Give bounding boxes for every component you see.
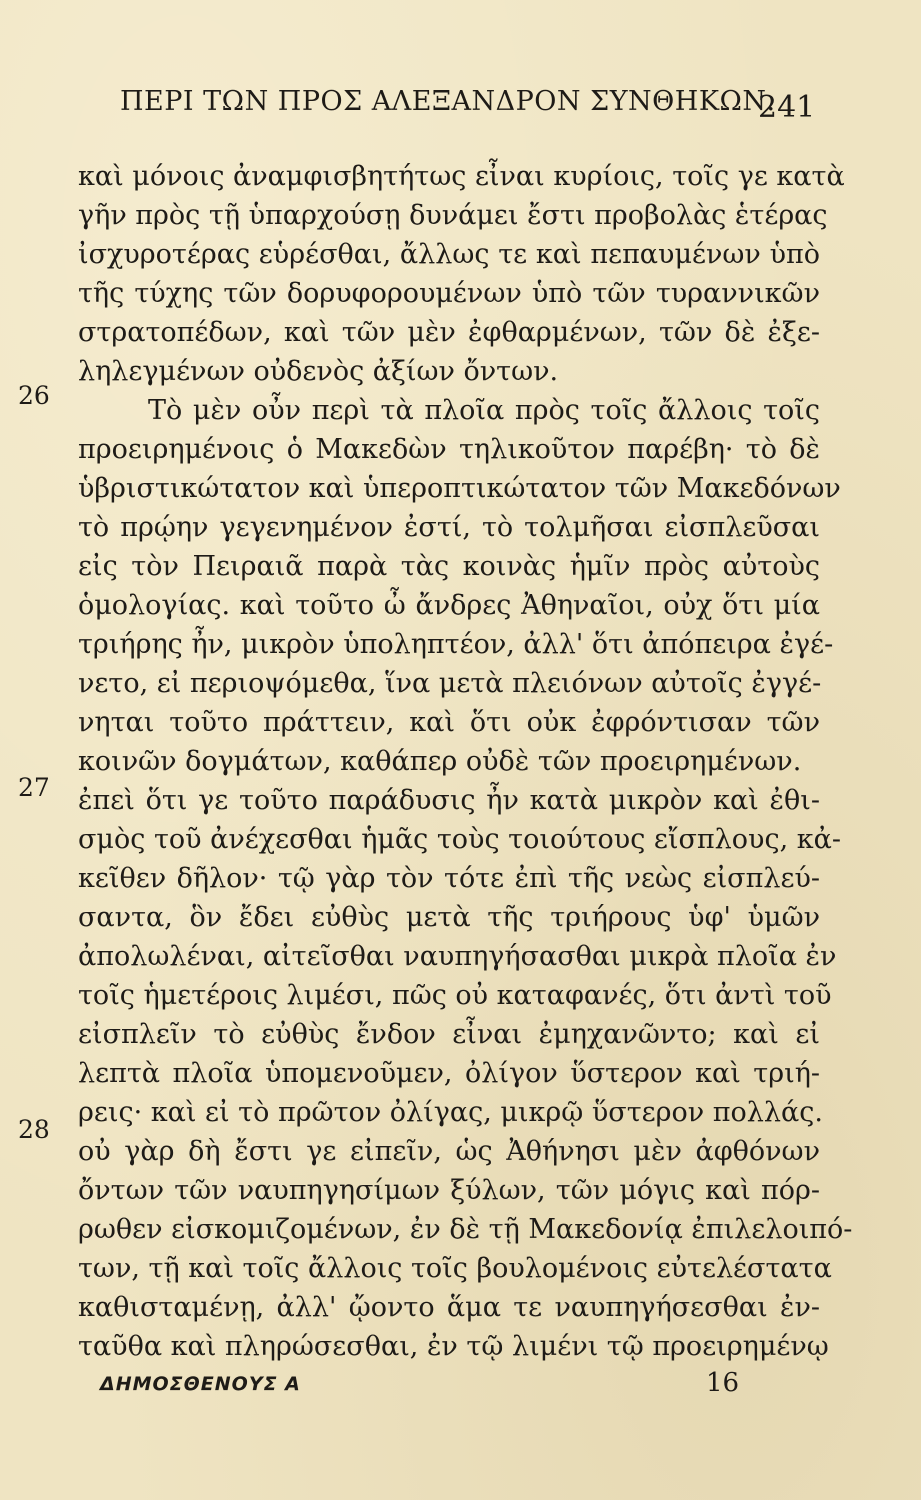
text-line-30: καθισταμένῃ, ἀλλ' ᾤοντο ἅμα τε ναυπηγήσεσθαι ἐν- xyxy=(78,1292,820,1323)
text-line-16: κοινῶν δογμάτων, καθάπερ οὐδὲ τῶν προειρημένων. xyxy=(78,746,802,777)
text-line-20: σαντα, ὃν ἔδει εὐθὺς μετὰ τῆς τριήρους ὑφ' ὑμῶν xyxy=(78,902,820,933)
text-line-31: ταῦθα καὶ πληρώσεσθαι, ἐν τῷ λιμένι τῷ προειρημένῳ xyxy=(78,1331,829,1362)
text-line-5: στρατοπέδων, καὶ τῶν μὲν ἐφθαρμένων, τῶν δὲ ἐξε- xyxy=(78,317,820,348)
text-line-25: ρεις· καὶ εἰ τὸ πρῶτον ὀλίγας, μικρῷ ὕστερον πολλάς. xyxy=(78,1097,823,1128)
sheet-number: 16 xyxy=(706,1368,740,1398)
text-line-14: νετο, εἰ περιοψόμεθα, ἵνα μετὰ πλειόνων αὐτοῖς ἐγγέ- xyxy=(78,668,822,699)
text-line-28: ρωθεν εἰσκομιζομένων, ἐν δὲ τῇ Μακεδονίᾳ ἐπιλελοιπό- xyxy=(78,1214,853,1245)
text-line-22: τοῖς ἡμετέροις λιμέσι, πῶς οὐ καταφανές, ὅτι ἀντὶ τοῦ xyxy=(78,980,832,1011)
text-line-1: καὶ μόνοις ἀναμφισβητήτως εἶναι κυρίοις, τοῖς γε κατὰ xyxy=(78,161,845,192)
section-number-28: 28 xyxy=(18,1115,50,1144)
text-line-13: τριήρης ἦν, μικρὸν ὑποληπτέον, ἀλλ' ὅτι ἀπόπειρα ἐγέ- xyxy=(78,629,834,660)
text-line-11: εἰς τὸν Πειραιᾶ παρὰ τὰς κοινὰς ἡμῖν πρὸς αὐτοὺς xyxy=(78,551,820,582)
text-line-26: οὐ γὰρ δὴ ἔστι γε εἰπεῖν, ὡς Ἀθήνησι μὲν ἀφθόνων xyxy=(78,1136,820,1167)
text-line-17: ἐπεὶ ὅτι γε τοῦτο παράδυσις ἦν κατὰ μικρὸν καὶ ἐθι- xyxy=(78,785,820,816)
text-line-6: ληλεγμένων οὐδενὸς ἀξίων ὄντων. xyxy=(78,356,559,387)
page-number: 241 xyxy=(758,90,816,125)
signature-mark: ΔΗΜΟΣΘΕΝΟΥΣ Α xyxy=(100,1373,301,1395)
text-line-24: λεπτὰ πλοῖα ὑπομενοῦμεν, ὀλίγον ὕστερον καὶ τριή- xyxy=(78,1058,820,1089)
text-line-21: ἀπολωλέναι, αἰτεῖσθαι ναυπηγήσασθαι μικρὰ πλοῖα ἐν xyxy=(78,941,837,972)
text-line-4: τῆς τύχης τῶν δορυφορουμένων ὑπὸ τῶν τυραννικῶν xyxy=(78,278,820,309)
text-line-10: τὸ πρῴην γεγενημένον ἐστί, τὸ τολμῆσαι εἰσπλεῦσαι xyxy=(78,512,820,543)
text-line-7: Τὸ μὲν οὖν περὶ τὰ πλοῖα πρὸς τοῖς ἄλλοις τοῖς xyxy=(148,395,820,426)
text-line-18: σμὸς τοῦ ἀνέχεσθαι ἡμᾶς τοὺς τοιούτους εἴσπλους, κἀ- xyxy=(78,824,841,855)
text-line-12: ὁμολογίας. καὶ τοῦτο ὦ ἄνδρες Ἀθηναῖοι, οὐχ ὅτι μία xyxy=(78,590,820,621)
section-number-27: 27 xyxy=(18,773,50,802)
text-line-15: νηται τοῦτο πράττειν, καὶ ὅτι οὐκ ἐφρόντισαν τῶν xyxy=(78,707,820,738)
text-line-3: ἰσχυροτέρας εὑρέσθαι, ἄλλως τε καὶ πεπαυμένων ὑπὸ xyxy=(78,239,820,270)
text-line-8: προειρημένοις ὁ Μακεδὼν τηλικοῦτον παρέβη· τὸ δὲ xyxy=(78,434,820,465)
text-line-23: εἰσπλεῖν τὸ εὐθὺς ἔνδον εἶναι ἐμηχανῶντο; καὶ εἰ xyxy=(78,1019,820,1050)
section-number-26: 26 xyxy=(18,381,50,410)
text-line-27: ὄντων τῶν ναυπηγησίμων ξύλων, τῶν μόγις καὶ πόρ- xyxy=(78,1175,820,1206)
text-line-2: γῆν πρὸς τῇ ὑπαρχούσῃ δυνάμει ἔστι προβολὰς ἑτέρας xyxy=(78,200,828,231)
text-line-9: ὑβριστικώτατον καὶ ὑπεροπτικώτατον τῶν Μακεδόνων xyxy=(78,473,841,504)
text-line-19: κεῖθεν δῆλον· τῷ γὰρ τὸν τότε ἐπὶ τῆς νεὼς εἰσπλεύ- xyxy=(78,863,820,894)
running-title: ΠΕΡΙ ΤΩΝ ΠΡΟΣ ΑΛΕΞΑΝΔΡΟΝ ΣΥΝΘΗΚΩΝ. xyxy=(120,86,776,117)
text-line-29: των, τῇ καὶ τοῖς ἄλλοις τοῖς βουλομένοις εὐτελέστατα xyxy=(78,1253,832,1284)
